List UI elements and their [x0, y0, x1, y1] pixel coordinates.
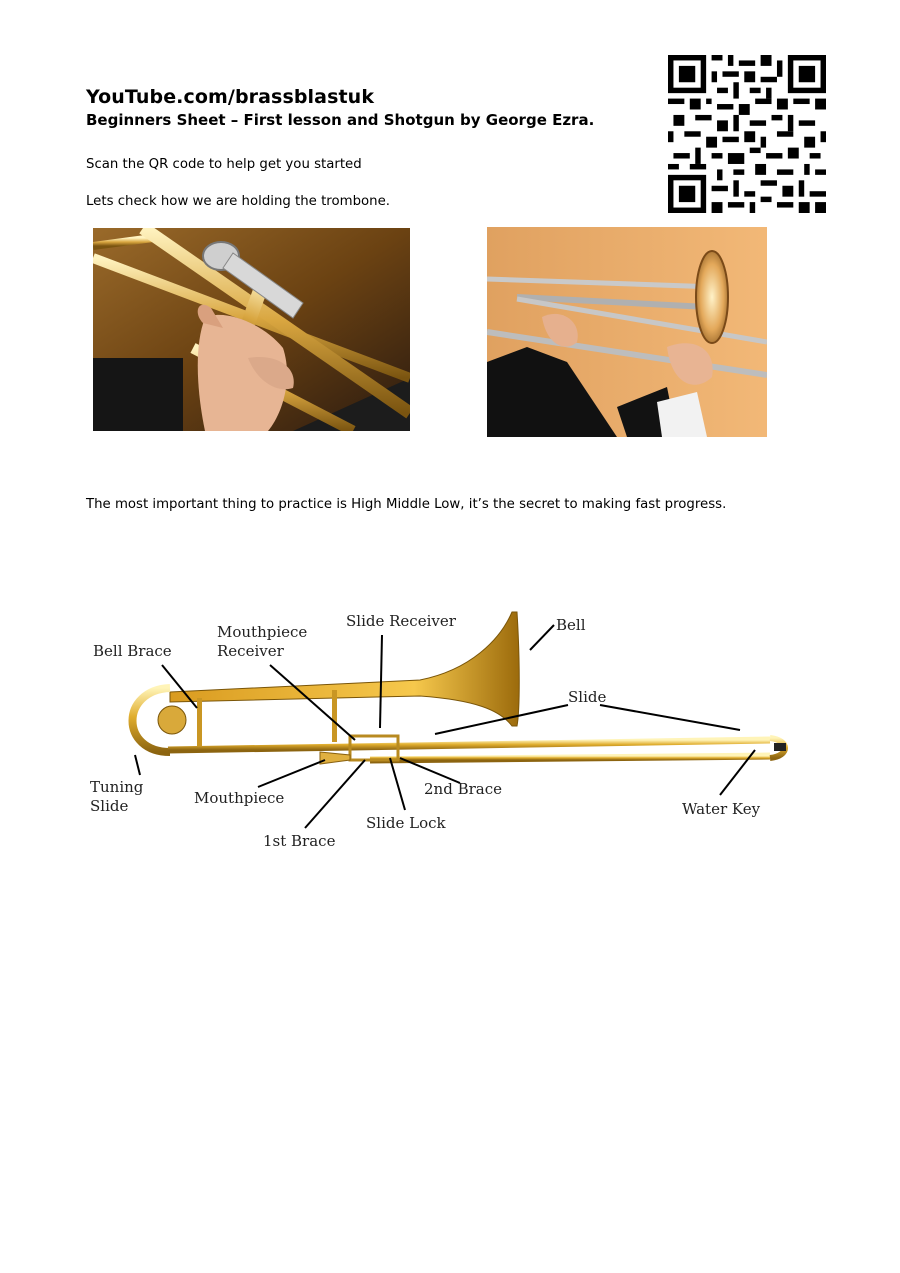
label-mouthpiece: Mouthpiece: [194, 789, 285, 807]
scan-instruction: Scan the QR code to help get you started: [86, 157, 362, 172]
label-slide-receiver: Slide Receiver: [346, 612, 456, 630]
part-labels: [90, 612, 761, 850]
label-slide: Slide: [568, 688, 607, 706]
qr-code[interactable]: [668, 55, 826, 213]
label-mouthpiece-receiver-line2: Receiver: [217, 642, 284, 660]
label-bell-brace: Bell Brace: [93, 642, 172, 660]
label-slide-lock: Slide Lock: [366, 814, 446, 832]
hand-grip-closeup-photo: [93, 228, 410, 431]
label-tuning-slide-line2: Slide: [90, 797, 129, 815]
label-mouthpiece-receiver-line1: Mouthpiece: [217, 623, 308, 641]
trombone-parts-diagram: [80, 600, 810, 860]
holding-trombone-photo: [487, 227, 767, 437]
label-second-brace: 2nd Brace: [424, 780, 502, 798]
holding-instruction: Lets check how we are holding the trombone.: [86, 194, 390, 209]
sheet-subtitle: Beginners Sheet – First lesson and Shotgun by George Ezra.: [86, 111, 595, 129]
label-tuning-slide-line1: Tuning: [90, 778, 144, 796]
site-title: YouTube.com/brassblastuk: [86, 86, 375, 108]
label-bell: Bell: [556, 616, 586, 634]
practice-tip: The most important thing to practice is High Middle Low, it’s the secret to making fast progress.: [86, 497, 727, 512]
label-water-key: Water Key: [682, 800, 761, 818]
label-first-brace: 1st Brace: [263, 832, 336, 850]
